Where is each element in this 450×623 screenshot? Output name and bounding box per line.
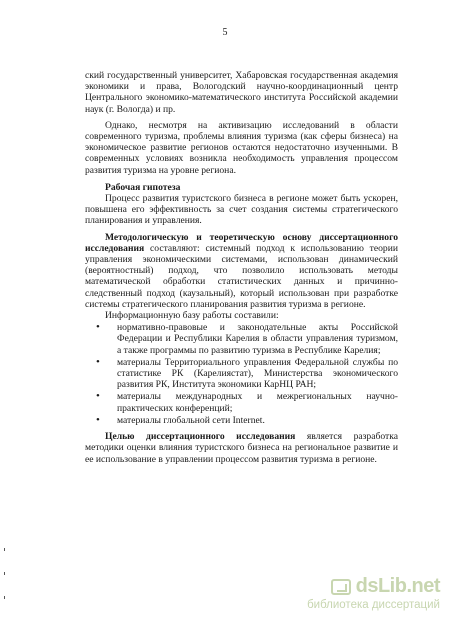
list-item: • материалы международных и межрегиональных научно-практических конференций; [85, 391, 398, 413]
paragraph-methodology [85, 232, 398, 310]
methodology-text: составляют: системный подход к использованию теории управления экономическими системами, использован динамический (вероятностный) подход, что позволило использовать методы математической обработки статистических данных и причинно-следственный подход (каузальный), который использован при разработке системы стратегического планирования развития туризма в регионе. [85, 242, 398, 310]
scan-mark [4, 572, 5, 575]
methodology-bold-lead: Методологическую и теоретическую основу диссертационного исследования [85, 231, 398, 254]
book-icon [331, 579, 351, 595]
list-item: • материалы Территориального управления Федеральной службы по статистике РК (Карелиястат), Министерства экономического развития РК, Института экономики КарНЦ РАН; [85, 357, 398, 391]
paragraph-continuation: ский государственный университет, Хабаровская государственная академия экономики и права, Вологодский научно-координационный центр Центрального экономико-математического института Российской академии наук (г. Вологда) и пр. [85, 70, 398, 115]
list-item: • нормативно-правовые и законодательные акты Российской Федерации и Республики Карелия в области управления туризмом, а также программы по развитию туризма в Республике Карелия; [85, 322, 398, 356]
paragraph-goal [85, 431, 398, 465]
goal-bold-lead: Целью диссертационного исследования [105, 431, 296, 443]
watermark-logo: dsLib.net [355, 575, 440, 597]
watermark [307, 575, 440, 611]
paragraph-research-gap: Однако, несмотря на активизацию исследований в области современного туризма, проблемы влияния туризма (как сферы бизнеса) на экономическое развитие регионов остаются недостаточно изученными. В современных условиях возникла необходимость управления процессом развития туризма на уровне региона. [85, 119, 398, 176]
info-base-intro: Информационную базу работы составили: [105, 310, 279, 322]
watermark-subtitle: библиотека диссертаций [307, 599, 440, 611]
info-base-list [85, 322, 398, 426]
goal-text: является разработка методики оценки влияния туристского бизнеса на региональное развитие и ее использование в управлении процессом развития туризма в регионе. [85, 431, 398, 465]
scan-mark [4, 596, 5, 599]
page-number: 5 [222, 27, 228, 38]
hypothesis-heading: Рабочая гипотеза [105, 181, 181, 193]
document-body [85, 70, 398, 465]
list-item: • материалы глобальной сети Internet. [85, 415, 398, 426]
paragraph-hypothesis: Процесс развития туристского бизнеса в регионе может быть ускорен, повышена его эффективность за счет создания системы стратегического планирования и управления. [85, 193, 398, 227]
scan-mark [4, 548, 5, 551]
